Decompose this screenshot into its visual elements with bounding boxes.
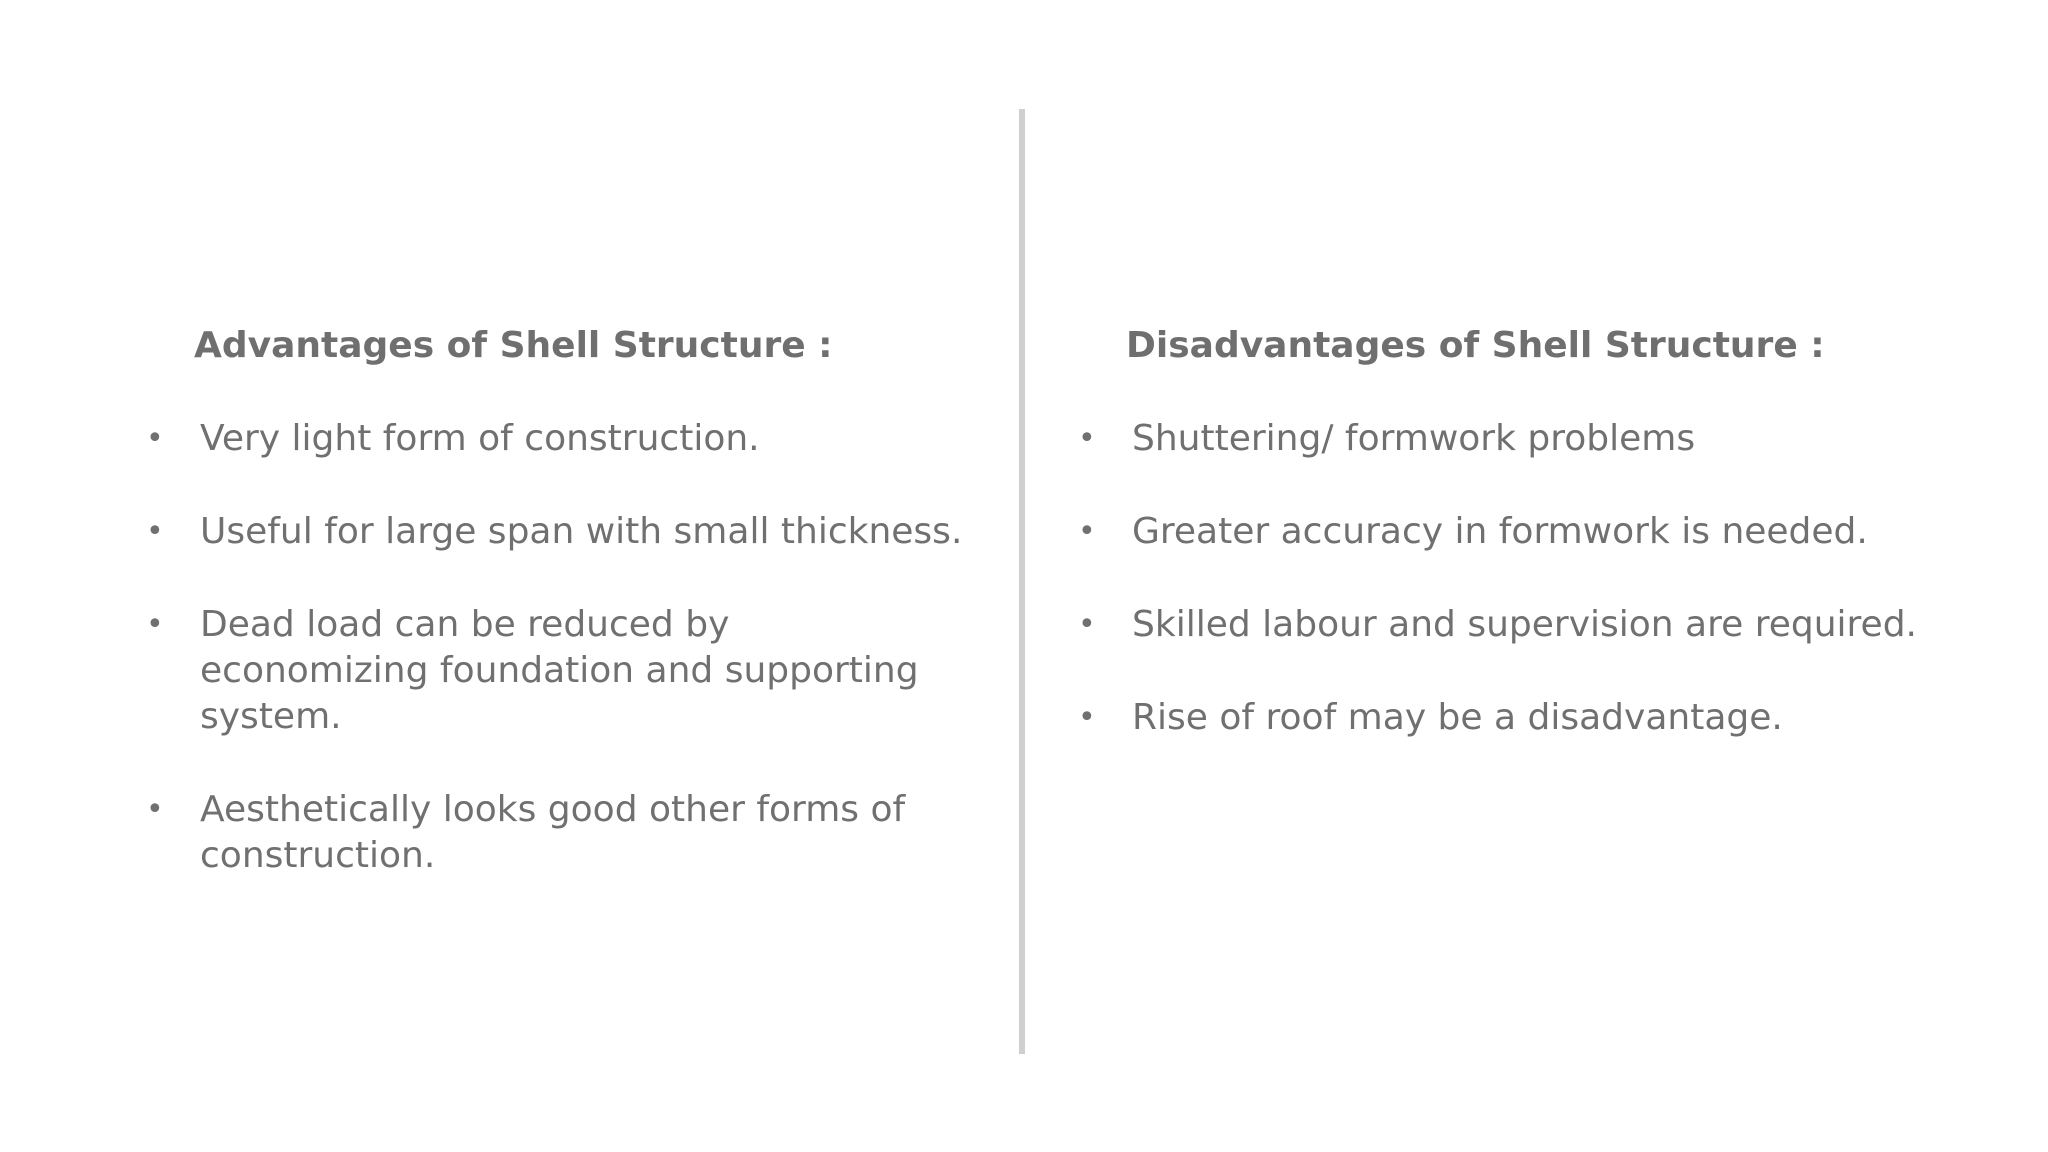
disadvantage-text: Shuttering/ formwork problems (1132, 418, 1696, 459)
disadvantages-list (1078, 416, 1958, 741)
bullet-dot-icon: • (1078, 514, 1096, 549)
list-item (146, 416, 966, 462)
bullet-dot-icon: • (146, 421, 164, 456)
disadvantage-text: Rise of roof may be a disadvantage. (1132, 697, 1783, 738)
disadvantages-heading: Disadvantages of Shell Structure : (1126, 325, 1825, 366)
bullet-dot-icon: • (1078, 607, 1096, 642)
advantages-heading: Advantages of Shell Structure : (194, 325, 833, 366)
advantage-text: Dead load can be reduced by economizing foundation and supporting system. (200, 604, 919, 737)
disadvantage-text: Greater accuracy in formwork is needed. (1132, 511, 1868, 552)
column-divider (1019, 109, 1025, 1054)
list-item (1078, 695, 1958, 741)
bullet-dot-icon: • (1078, 421, 1096, 456)
bullet-dot-icon: • (146, 792, 164, 827)
bullet-dot-icon: • (146, 514, 164, 549)
list-item (146, 787, 966, 879)
advantage-text: Very light form of construction. (200, 418, 760, 459)
disadvantages-column (1078, 322, 1958, 788)
advantages-list (146, 416, 966, 879)
bullet-dot-icon: • (146, 607, 164, 642)
list-item (1078, 416, 1958, 462)
list-item (1078, 602, 1958, 648)
bullet-dot-icon: • (1078, 700, 1096, 735)
advantage-text: Useful for large span with small thickness. (200, 511, 963, 552)
advantage-text: Aesthetically looks good other forms of construction. (200, 789, 906, 876)
advantages-column (146, 322, 966, 926)
list-item (146, 509, 966, 555)
list-item (1078, 509, 1958, 555)
list-item (146, 602, 966, 740)
disadvantage-text: Skilled labour and supervision are required. (1132, 604, 1917, 645)
